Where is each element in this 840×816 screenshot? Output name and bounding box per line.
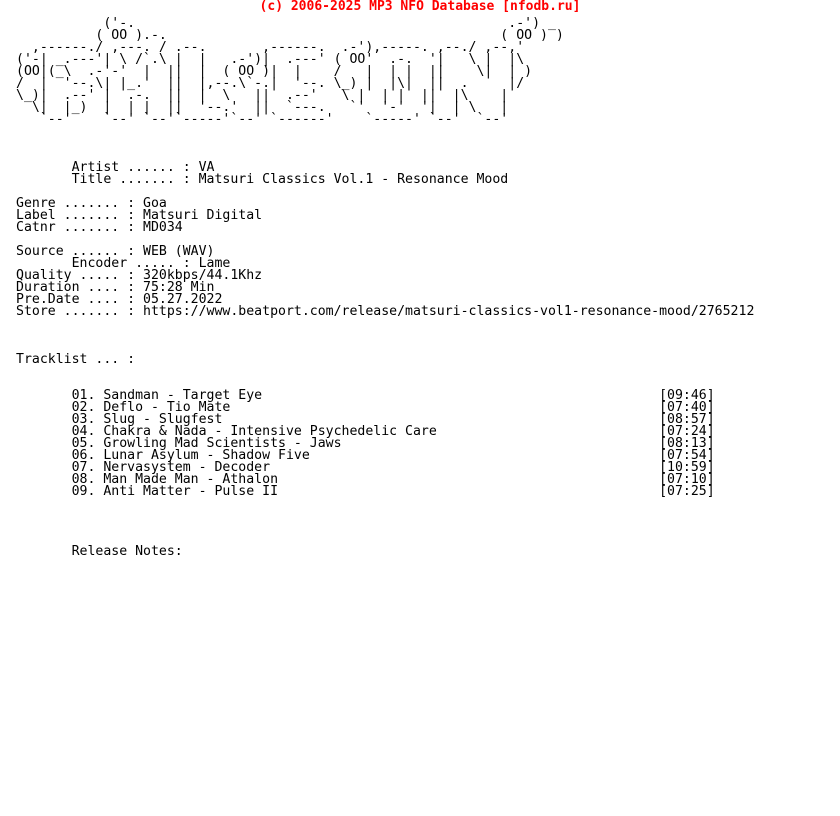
tracklist-heading: Tracklist ... : — [16, 352, 136, 367]
copyright-header: (c) 2006-2025 MP3 NFO Database [nfodb.ru] — [259, 0, 581, 14]
track-line: 06. Lunar Asylum - Shadow Five [07:54] — [16, 448, 715, 463]
label-line: Label ....... : Matsuri Digital — [16, 208, 263, 223]
source-line: Source ...... : WEB (WAV) — [16, 244, 215, 259]
store-line: Store ....... : https://www.beatport.com/release/matsuri-classics-vol1-resonance-mood/2765212 — [16, 304, 755, 319]
ascii-logo-line: / | '--.\| |_.' || |,--.\`-.| '--. \_) | |\| || . |/ — [16, 76, 525, 91]
track-line: 09. Anti Matter - Pulse II [07:25] — [16, 484, 715, 499]
encoder-line: Encoder ..... : Lame — [16, 256, 231, 271]
track-line: 01. Sandman - Target Eye [09:46] — [16, 388, 715, 403]
genre-line: Genre ....... : Goa — [16, 196, 167, 211]
ascii-logo-line: ,------./ ,---. / .--. ,------. .-'),-----. ,--./ ,--,' — [16, 40, 525, 55]
track-line: 05. Growling Mad Scientists - Jaws [08:13] — [16, 436, 715, 451]
release-notes-heading: Release Notes: — [16, 544, 183, 559]
ascii-logo-line: (OO|(_\ .-'-' | || | ( OO )| | / | | | || \| | ) — [16, 64, 533, 79]
track-line: 07. Nervasystem - Decoder [10:59] — [16, 460, 715, 475]
predate-line: Pre.Date .... : 05.27.2022 — [16, 292, 223, 307]
quality-line: Quality ..... : 320kbps/44.1Khz — [16, 268, 263, 283]
ascii-logo-line: \| |_) | | | || '--.' || `---. `' '-' '| | \ | — [16, 100, 509, 115]
ascii-logo-line: ( OO ).-. ( OO ) ) — [16, 28, 564, 43]
artist-line: Artist ...... : VA — [16, 160, 215, 175]
nfo-text — [16, 18, 754, 558]
track-line: 02. Deflo - Tio Mate [07:40] — [16, 400, 715, 415]
duration-line: Duration .... : 75:28 Min — [16, 280, 215, 295]
track-line: 08. Man Made Man - Athalon [07:10] — [16, 472, 715, 487]
ascii-logo-line: ('-. .-') _ — [16, 16, 556, 31]
ascii-logo-line: ('-| _.---'| \ /`.\ | | .-')| .---' ( OO' .-. '| \ | |\ — [16, 52, 525, 67]
ascii-logo-line: \_)| .--' | .-. || | \ || .--' \ | | | || |\ | — [16, 88, 509, 103]
track-line: 04. Chakra & Nada - Intensive Psychedelic Care [07:24] — [16, 424, 715, 439]
track-line: 03. Slug - Slugfest [08:57] — [16, 412, 715, 427]
ascii-logo-line: `--' `--' `--'`-----'`--' `------' `-----' `--' `--' — [16, 112, 509, 127]
catnr-line: Catnr ....... : MD034 — [16, 220, 183, 235]
title-line: Title ....... : Matsuri Classics Vol.1 - Resonance Mood — [16, 172, 509, 187]
